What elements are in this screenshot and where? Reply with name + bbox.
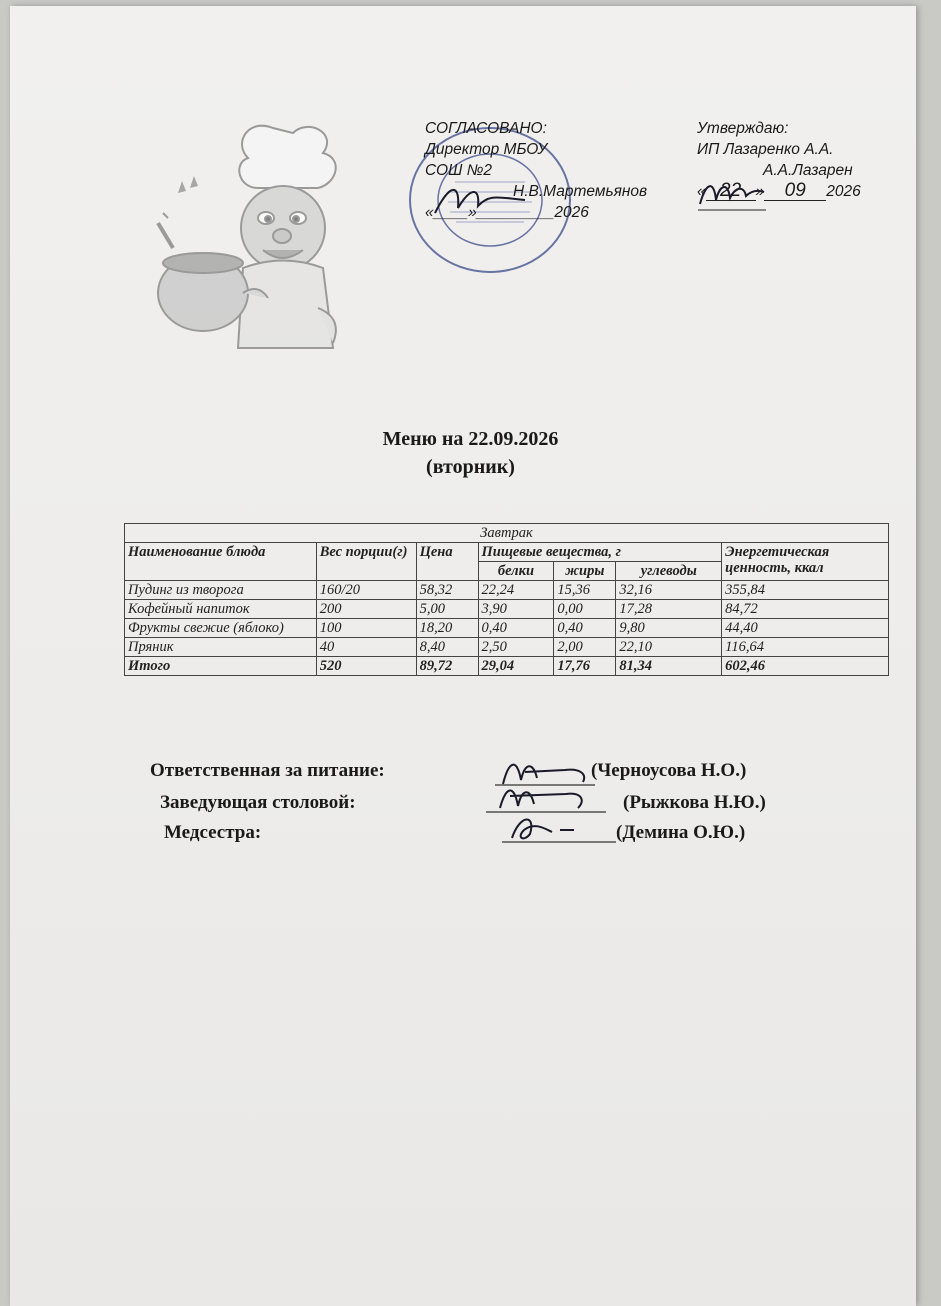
agreed-year: 2026 — [554, 204, 589, 221]
agreed-position: Директор МБОУ — [425, 141, 548, 158]
table-row — [125, 581, 889, 600]
cell-energy: 355,84 — [722, 581, 889, 600]
approval-block-agreed: СОГЛАСОВАНО: Директор МБОУ СОШ №2 Н.В.Мартемьянов «____»_________2026 — [425, 118, 695, 223]
cell-name: Кофейный напиток — [125, 600, 317, 619]
cell-weight: 100 — [316, 619, 416, 638]
col-header-protein: белки — [478, 562, 554, 581]
col-header-carbs: углеводы — [616, 562, 722, 581]
table-row — [125, 619, 889, 638]
cell-name: Пряник — [125, 638, 317, 657]
total-weight: 520 — [316, 657, 416, 676]
total-protein: 29,04 — [478, 657, 554, 676]
cell-protein: 3,90 — [478, 600, 554, 619]
signature-person-3: (Демина О.Ю.) — [616, 822, 746, 843]
confirm-name: А.А.Лазарен — [763, 162, 853, 179]
total-label: Итого — [125, 657, 317, 676]
total-price: 89,72 — [416, 657, 478, 676]
total-fat: 17,76 — [554, 657, 616, 676]
meal-header: Завтрак — [125, 524, 889, 543]
agreed-name: Н.В.Мартемьянов — [513, 183, 648, 200]
approval-block-confirm: Утверждаю: ИП Лазаренко А.А. А.А.Лазарен « 22 » 09 2026 — [697, 118, 927, 202]
cell-fat: 15,36 — [554, 581, 616, 600]
signature-role-2: Заведующая столовой: — [160, 792, 356, 813]
cell-weight: 40 — [316, 638, 416, 657]
signature-person-2: (Рыжкова Н.Ю.) — [623, 792, 766, 813]
signature-role-1: Ответственная за питание: — [150, 760, 385, 781]
cell-weight: 200 — [316, 600, 416, 619]
signature-person-1: (Черноусова Н.О.) — [591, 760, 747, 781]
cell-carbs: 9,80 — [616, 619, 722, 638]
chef-illustration — [148, 118, 348, 358]
col-header-energy: Энергетическая ценность, ккал — [722, 543, 889, 581]
cell-price: 18,20 — [416, 619, 478, 638]
agreed-org: СОШ №2 — [425, 162, 493, 179]
cell-price: 58,32 — [416, 581, 478, 600]
col-header-price: Цена — [416, 543, 478, 581]
cell-carbs: 32,16 — [616, 581, 722, 600]
menu-table — [124, 523, 889, 676]
signature-role-3: Медсестра: — [164, 822, 262, 843]
cell-weight: 160/20 — [316, 581, 416, 600]
cell-name: Пудинг из творога — [125, 581, 317, 600]
col-header-weight: Вес порции(г) — [316, 543, 416, 581]
cell-energy: 84,72 — [722, 600, 889, 619]
signature-mark-3 — [502, 808, 616, 848]
agreed-date-prefix: «____» — [425, 204, 477, 221]
cell-protein: 22,24 — [478, 581, 554, 600]
confirm-org: ИП Лазаренко А.А. — [697, 141, 834, 158]
cell-protein: 0,40 — [478, 619, 554, 638]
total-energy: 602,46 — [722, 657, 889, 676]
cell-energy: 44,40 — [722, 619, 889, 638]
confirm-month: 09 — [764, 182, 826, 201]
table-row — [125, 600, 889, 619]
col-header-name: Наименование блюда — [125, 543, 317, 581]
cell-name: Фрукты свежие (яблоко) — [125, 619, 317, 638]
total-carbs: 81,34 — [616, 657, 722, 676]
cell-fat: 0,40 — [554, 619, 616, 638]
page-subtitle: (вторник) — [426, 456, 515, 478]
confirm-year: 2026 — [826, 183, 861, 200]
page-title: Меню на 22.09.2026 — [382, 428, 559, 450]
cell-carbs: 17,28 — [616, 600, 722, 619]
ip-signature — [696, 172, 768, 214]
col-header-fat: жиры — [554, 562, 616, 581]
cell-fat: 0,00 — [554, 600, 616, 619]
cell-price: 8,40 — [416, 638, 478, 657]
table-row — [125, 638, 889, 657]
director-signature — [430, 178, 530, 223]
confirm-heading: Утверждаю: — [697, 120, 789, 137]
cell-protein: 2,50 — [478, 638, 554, 657]
agreed-heading: СОГЛАСОВАНО: — [425, 120, 547, 137]
table-total-row — [125, 657, 889, 676]
cell-energy: 116,64 — [722, 638, 889, 657]
cell-fat: 2,00 — [554, 638, 616, 657]
confirm-day: 22 — [706, 182, 756, 201]
col-header-nutrients: Пищевые вещества, г — [478, 543, 722, 562]
cell-carbs: 22,10 — [616, 638, 722, 657]
cell-price: 5,00 — [416, 600, 478, 619]
